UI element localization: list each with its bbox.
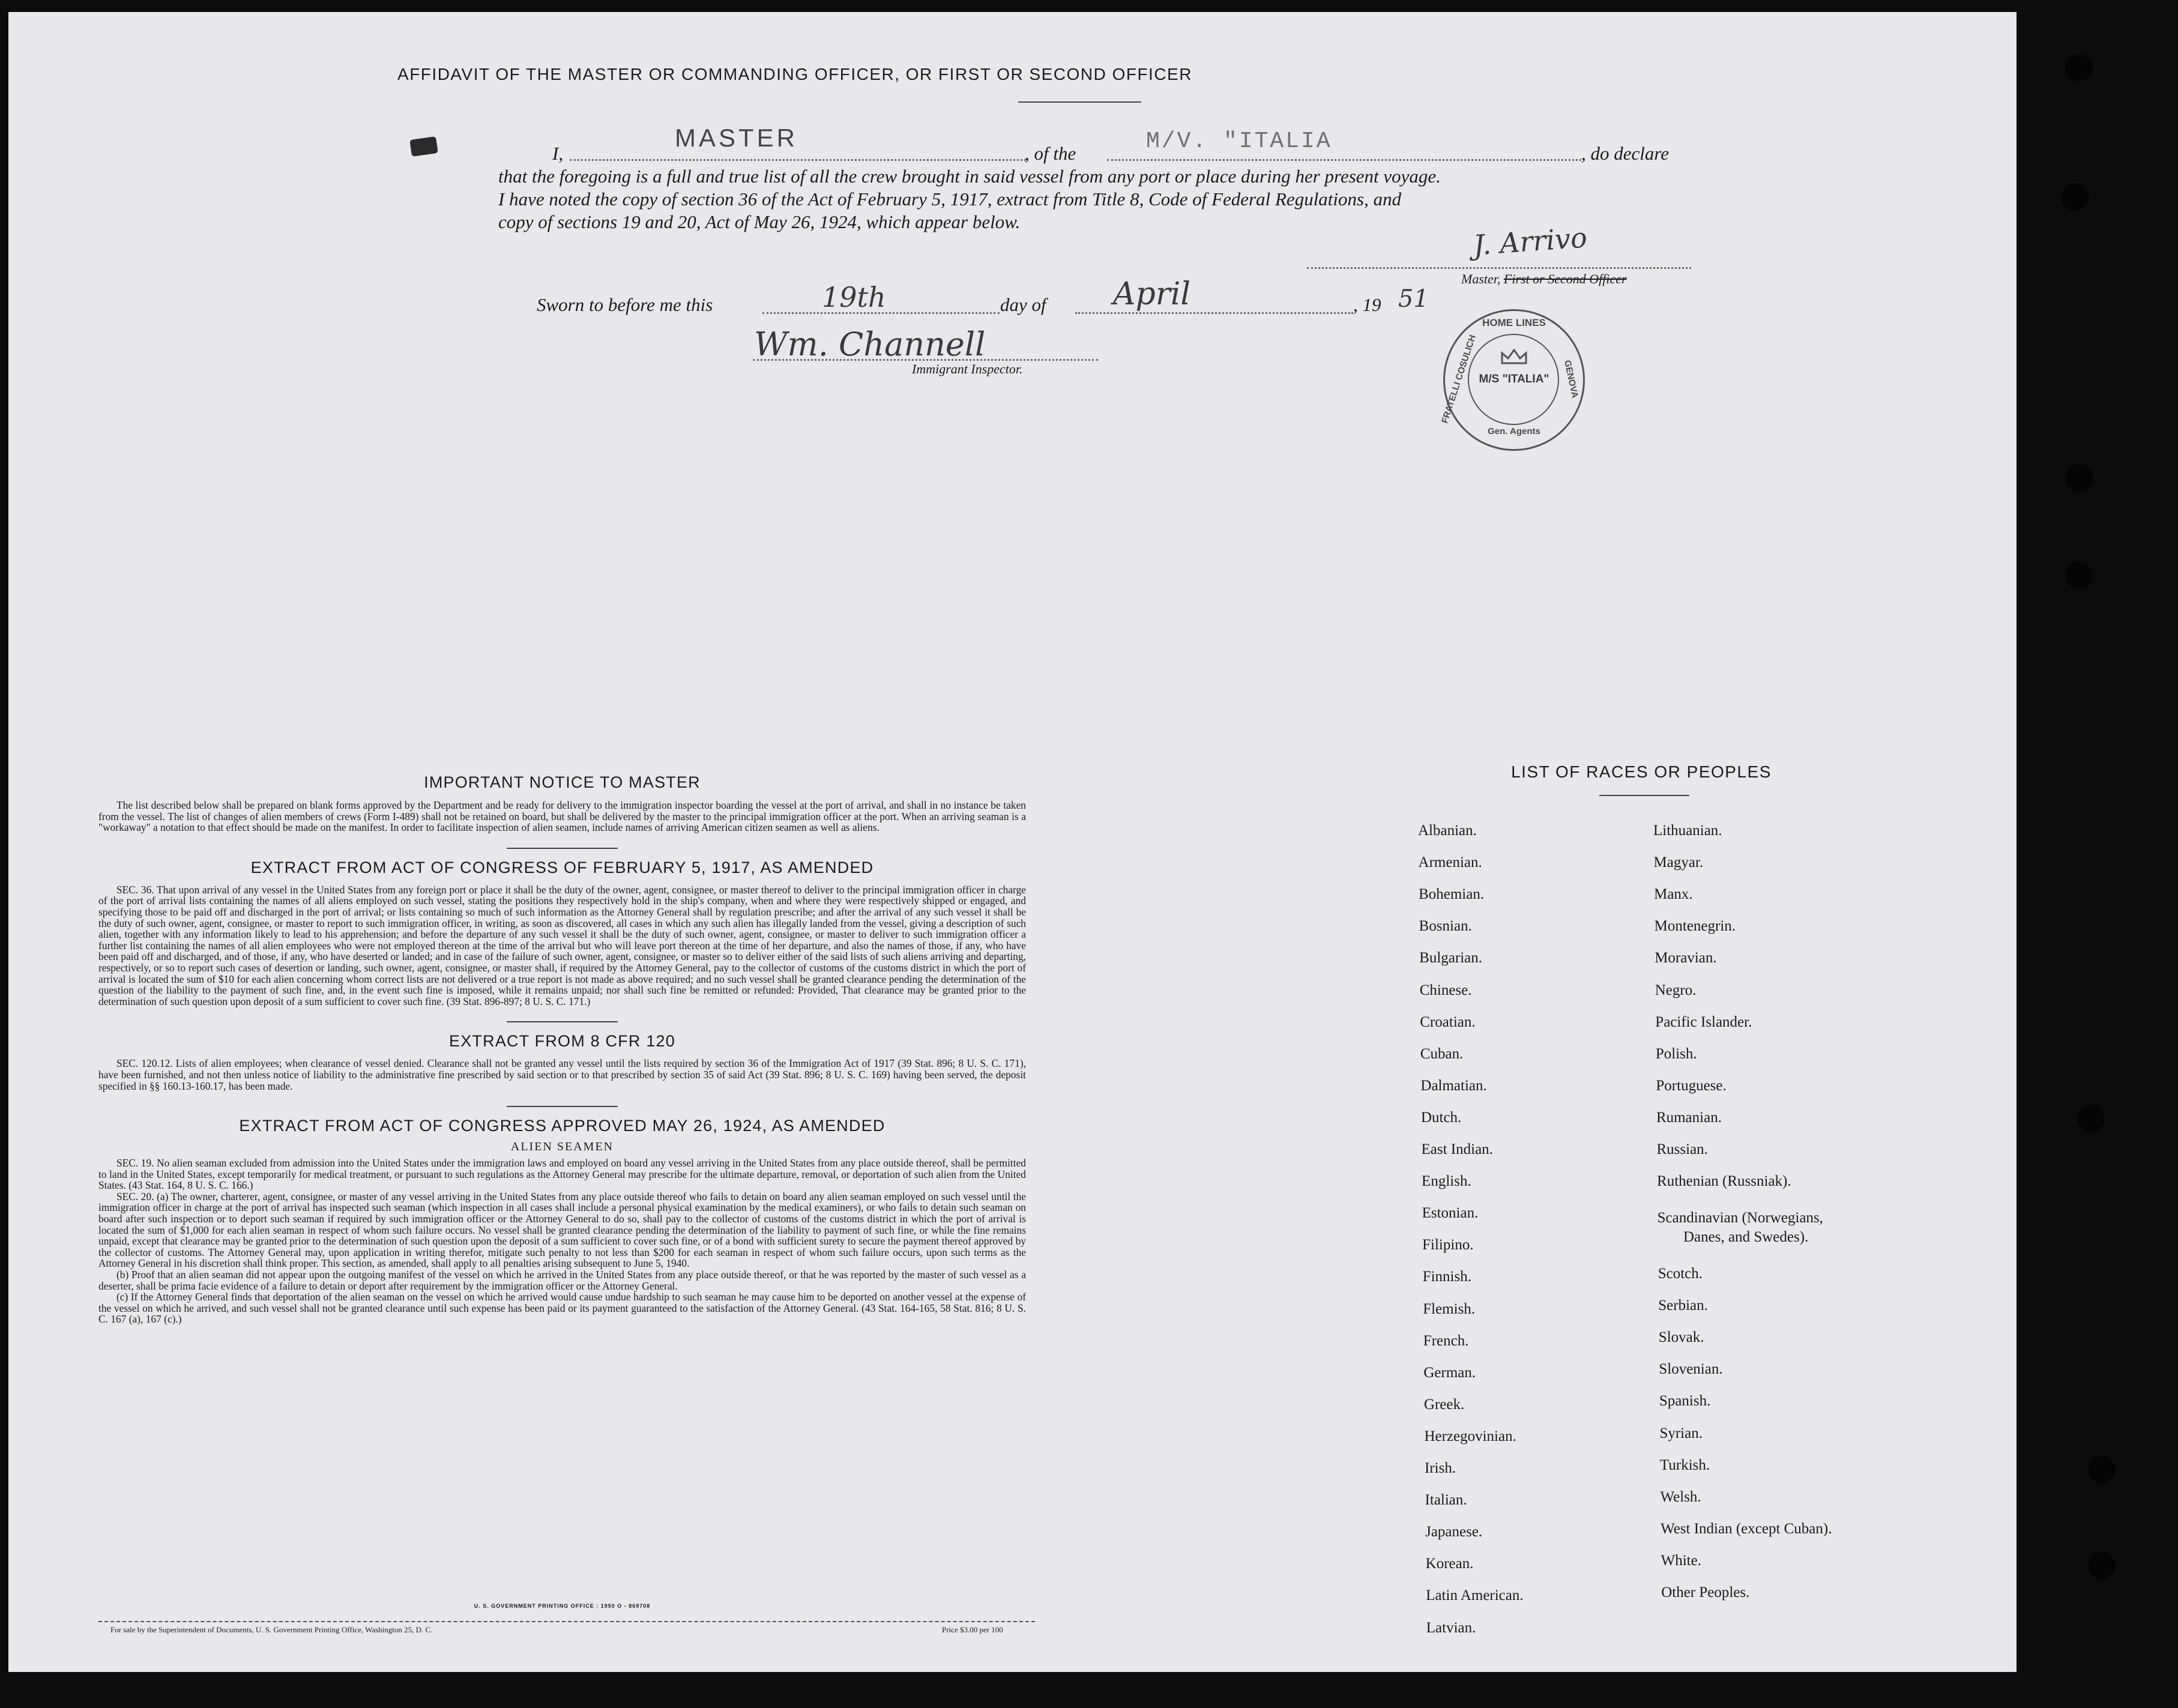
inspector-caption: Immigrant Inspector. xyxy=(912,361,1023,376)
notice-title: IMPORTANT NOTICE TO MASTER xyxy=(424,773,701,791)
race-item: French. xyxy=(1423,1332,1469,1349)
extract-1924-title: EXTRACT FROM ACT OF CONGRESS APPROVED MAY 26, 1924, AS AMENDED xyxy=(239,1117,885,1135)
race-item: Albanian. xyxy=(1418,822,1477,839)
race-item: Russian. xyxy=(1656,1141,1708,1157)
race-item: Estonian. xyxy=(1422,1205,1479,1222)
affidavit-of-the: , of the xyxy=(1025,143,1076,164)
races-divider xyxy=(1599,795,1689,796)
race-item: Japanese. xyxy=(1425,1524,1483,1541)
race-item: Herzegovinian. xyxy=(1424,1428,1516,1444)
stamp-text-top: HOME LINES xyxy=(1482,317,1546,328)
name-value: MASTER xyxy=(675,124,798,152)
binder-hole xyxy=(2065,561,2093,589)
stamp-text-right: GENOVA xyxy=(1562,359,1580,399)
race-item: East Indian. xyxy=(1421,1141,1493,1157)
race-item: Portuguese. xyxy=(1656,1077,1727,1094)
divider xyxy=(507,1021,618,1022)
race-item: Croatian. xyxy=(1420,1013,1476,1030)
notice-column xyxy=(98,762,1026,1325)
race-item: Scandinavian (Norwegians, xyxy=(1657,1210,1823,1227)
footer-right: Price $3.00 per 100 xyxy=(942,1625,1003,1634)
vessel-dotted-line xyxy=(1107,159,1581,161)
race-item: Negro. xyxy=(1655,982,1697,998)
master-caption xyxy=(1461,271,1627,287)
binder-hole xyxy=(2065,54,2093,82)
divider xyxy=(507,1106,618,1107)
race-item: Cuban. xyxy=(1420,1045,1464,1062)
race-item: Greek. xyxy=(1423,1396,1465,1413)
race-item: Slovenian. xyxy=(1659,1361,1723,1378)
race-item: Montenegrin. xyxy=(1654,918,1736,935)
gpo-line: U. S. GOVERNMENT PRINTING OFFICE : 1950 O - 869708 xyxy=(474,1603,651,1609)
race-item: Spanish. xyxy=(1659,1393,1711,1410)
extract-8cfr-title: EXTRACT FROM 8 CFR 120 xyxy=(449,1032,675,1051)
race-item: White. xyxy=(1661,1552,1701,1569)
master-signature: J. Arrivo xyxy=(1472,221,1588,262)
race-item: Armenian. xyxy=(1418,854,1482,871)
race-item: Chinese. xyxy=(1419,982,1472,998)
race-item: Irish. xyxy=(1425,1460,1456,1476)
inspector-dotted-line xyxy=(753,359,1098,361)
race-item: Danes, and Swedes). xyxy=(1683,1229,1809,1246)
race-item: Ruthenian (Russniak). xyxy=(1657,1173,1791,1190)
race-item: Bohemian. xyxy=(1419,886,1485,903)
race-item: Syrian. xyxy=(1659,1425,1703,1441)
race-item: Dalmatian. xyxy=(1420,1077,1487,1094)
sec-20b-text: (b) Proof that an alien seaman did not appear upon the outgoing manifest of the vessel on which he arrived in the United States from any place outside thereof, or that he was reported by the master of such vessel as a deserter, shall be prima facie evidence of a failure to detain or deport after requirement by the immigration officer or the Attorney General. xyxy=(98,1269,1026,1292)
race-item: Bosnian. xyxy=(1419,918,1472,935)
race-item: Lithuanian. xyxy=(1653,822,1722,839)
sec-20a-text: SEC. 20. (a) The owner, charterer, agent, consignee, or master of any vessel arriving in the United States from any place outside thereof who fails to detain on board any alien seaman employed on such vessel until the immigration officer in charge at the port of arrival has inspected such seaman (which inspection in all cases shall include a personal physical examination by the medical examiners), or who fails to detain such seaman on board after such inspection or to deport such seaman if required by such immigration officer or the Attorney General to do so, shall pay to the collector of customs of the customs district in which the port of arrival is located the sum of $1,000 for each alien seaman in respect of whom such failure occurs. No vessel shall be granted clearance pending the determination of the liability to payment of such fine, or while the fine remains unpaid, except that clearance may be granted prior to the determination of such question upon the deposit of a sum sufficient to cover such fine, or of a bond with sufficient surety to secure the payment thereof approved by the collector of customs. The Attorney General may, upon application in writing therefor, mitigate such penalty to not less than $200 for each seaman in respect of whom such failure occurs, upon such terms as the Attorney General in his discretion shall think proper. This section, as amended, shall apply to all penalties arising subsequent to June 5, 1940. xyxy=(98,1190,1026,1270)
home-lines-stamp xyxy=(1440,309,1585,451)
affidavit-do-declare: , do declare xyxy=(1581,143,1670,164)
binder-hole xyxy=(2088,1456,2116,1483)
race-item: Manx. xyxy=(1654,886,1693,903)
alien-seamen-subtitle: ALIEN SEAMEN xyxy=(510,1140,614,1154)
stamp-text-left: FRATELLI COSULICH xyxy=(1440,333,1478,425)
race-item: Dutch. xyxy=(1420,1109,1462,1126)
binder-hole xyxy=(2065,464,2093,492)
race-item: Other Peoples. xyxy=(1661,1584,1750,1601)
extract-8cfr-body: SEC. 120.12. Lists of alien employees; when clearance of vessel denied. Clearance shall not be granted any vessel until the lists required by section 36 of the Immigration Act of 1917 (39 Stat. 896; 8 U. S. C. 171), have been furnished, and not then unless notice of liability to the administrative fine prescribed by said section or to that prescribed by section 35 of said Act (39 Stat. 896; 8 U. S. C. 169) having been served, the deposit specified in §§ 160.13-160.17, has been made. xyxy=(98,1057,1026,1092)
race-item: Bulgarian. xyxy=(1419,950,1483,967)
race-item: West Indian (except Cuban). xyxy=(1661,1520,1832,1537)
race-item: Rumanian. xyxy=(1656,1109,1722,1126)
affidavit-line-4: copy of sections 19 and 20, Act of May 26, 1924, which appear below. xyxy=(498,211,1021,232)
stamp-text-center: M/S "ITALIA" xyxy=(1479,373,1549,385)
extract-1917-body: SEC. 36. That upon arrival of any vessel in the United States from any foreign port or place it shall be the duty of the owner, agent, consignee, or master thereof to deliver to the principal immigration officer in charge of the port of arrival lists containing the names of all aliens employed on such vessel, stating the positions they respectively hold in the ship's company, when and where they were respectively shipped or engaged, and specifying those to be paid off and discharged in the port of arrival; or lists containing so much of such information as the Attorney General shall by regulation prescribe; and after the arrival of any such vessel it shall be the duty of such owner, agent, consignee, or master to report to such immigration officer, in writing, as soon as discovered, all cases in which any such alien has illegally landed from the vessel, giving a description of such alien, together with any information likely to lead to his apprehension; and before the departure of any such vessel it shall be the duty of such owner, agent, consignee, or master to deliver to such immigration officer a further list containing the names of all alien employees who were not employed thereon at the time of the arrival but who will leave port thereon at the time of her departure, and also the names of those, if any, who have been paid off and discharged, and of those, if any, who have deserted or landed; and in case of the failure of such owner, agent, consignee, or master so to deliver either of the said lists of such aliens arriving and departing, respectively, or so to report such cases of desertion or landing, such owner, agent, consignee, or master shall, if required by the Attorney General, pay to the collector of customs of the customs district in which the port of arrival is located the sum of $10 for each alien concerning whom correct lists are not delivered or a true report is not made as above required; and no such vessel shall be granted clearance pending the determination of the question of the liability to the payment of such fine, and, in the event such fine is imposed, while it remains unpaid; nor shall such fine be remitted or refunded: Provided, That clearance may be granted prior to the determination of such question upon deposit of a sum sufficient to cover such fine. (39 Stat. 896-897; 8 U. S. C. 171.) xyxy=(98,883,1026,1007)
race-item: Korean. xyxy=(1425,1556,1474,1572)
year-prefix: , 19 xyxy=(1353,294,1381,315)
races-title: LIST OF RACES OR PEOPLES xyxy=(1511,762,1772,781)
name-dotted-line xyxy=(570,159,1026,161)
race-item: English. xyxy=(1422,1173,1471,1190)
stamp-text-bottom: Gen. Agents xyxy=(1488,426,1540,436)
year-suffix: 51 xyxy=(1398,285,1429,313)
master-caption-master: Master, xyxy=(1461,271,1501,286)
document-page xyxy=(8,12,2017,1672)
race-item: German. xyxy=(1423,1364,1476,1381)
race-item: Latin American. xyxy=(1426,1587,1524,1604)
affidavit-i: I, xyxy=(552,143,564,164)
race-item: Pacific Islander. xyxy=(1655,1013,1752,1030)
day-of-text: day of xyxy=(1000,294,1046,315)
master-caption-struck: First or Second Officer xyxy=(1503,271,1627,286)
race-item: Serbian. xyxy=(1658,1297,1708,1314)
vessel-value: M/V. "ITALIA xyxy=(1146,128,1332,154)
race-item: Polish. xyxy=(1655,1045,1697,1062)
race-item: Filipino. xyxy=(1422,1237,1474,1254)
race-item: Scotch. xyxy=(1658,1266,1703,1282)
signature-dotted-line xyxy=(1307,267,1691,269)
sworn-text: Sworn to before me this xyxy=(537,294,713,315)
stamp-crown-icon xyxy=(1500,348,1528,365)
race-item: Slovak. xyxy=(1658,1329,1704,1346)
race-item: Magyar. xyxy=(1653,854,1704,871)
inspector-signature: Wm. Channell xyxy=(754,325,986,363)
race-item: Welsh. xyxy=(1660,1488,1701,1505)
affidavit-line-3: I have noted the copy of section 36 of the Act of February 5, 1917, extract from Title 8, Code of Federal Regulations, and xyxy=(498,189,1402,210)
sec-19-text: SEC. 19. No alien seaman excluded from admission into the United States under the immigration laws and employed on board any vessel arriving in the United States from any place outside thereof, shall be permitted to land in the United States, except temporarily for medical treatment, or pursuant to such regulations as the Attorney General may prescribe for the ultimate departure, removal, or deportation of such alien from the United States. (43 Stat. 164, 8 U. S. C. 166.) xyxy=(98,1157,1026,1192)
race-item: Latvian. xyxy=(1426,1619,1476,1636)
binder-hole xyxy=(2061,183,2089,211)
notice-body: The list described below shall be prepared on blank forms approved by the Department and be ready for delivery to the immigration inspector boarding the vessel at the port of arrival, and shall in no instance be taken from the vessel. The list of changes of alien members of crews (Form I-489) shall not be retained on board, but shall be delivered by the master to the principal immigration officer at the port. When an arriving seaman is a "workaway" a notation to that effect should be made on the manifest. In order to facilitate inspection of alien seamen, include names of arriving American citizen seamen as well as aliens. xyxy=(98,799,1026,834)
race-item: Turkish. xyxy=(1660,1456,1710,1473)
footer-left: For sale by the Superintendent of Documents, U. S. Government Printing Office, Washington 25, D. C. xyxy=(110,1625,433,1634)
month-dotted-line xyxy=(1075,312,1353,314)
sworn-day: 19th xyxy=(822,281,886,313)
race-item: Moravian. xyxy=(1655,950,1717,967)
divider xyxy=(507,848,618,849)
binder-hole xyxy=(2077,1105,2105,1132)
sworn-month: April xyxy=(1113,276,1190,312)
race-item: Finnish. xyxy=(1422,1269,1471,1285)
race-item: Italian. xyxy=(1425,1492,1467,1509)
affidavit-title: AFFIDAVIT OF THE MASTER OR COMMANDING OFFICER, OR FIRST OR SECOND OFFICER xyxy=(397,65,1192,83)
race-item: Flemish. xyxy=(1423,1300,1476,1317)
title-divider xyxy=(1018,101,1141,103)
sec-20c-text: (c) If the Attorney General finds that deportation of the alien seaman on the vessel on which he arrived would cause undue hardship to such seaman he may cause him to be deported on another vessel at the expense of the vessel on which he arrived, and such vessel shall not be granted clearance until such expense has been paid or its payment guaranteed to the satisfaction of the Attorney General. (43 Stat. 164-165, 58 Stat. 816; 8 U. S. C. 167 (a), 167 (c).) xyxy=(98,1291,1026,1326)
extract-1917-title: EXTRACT FROM ACT OF CONGRESS OF FEBRUARY 5, 1917, AS AMENDED xyxy=(250,858,874,877)
binder-hole xyxy=(2088,1552,2116,1580)
unreadable-mark xyxy=(409,136,438,157)
affidavit-line-2: that the foregoing is a full and true list of all the crew brought in said vessel from any port or place during her present voyage. xyxy=(498,166,1441,187)
footer-rule xyxy=(98,1621,1035,1622)
